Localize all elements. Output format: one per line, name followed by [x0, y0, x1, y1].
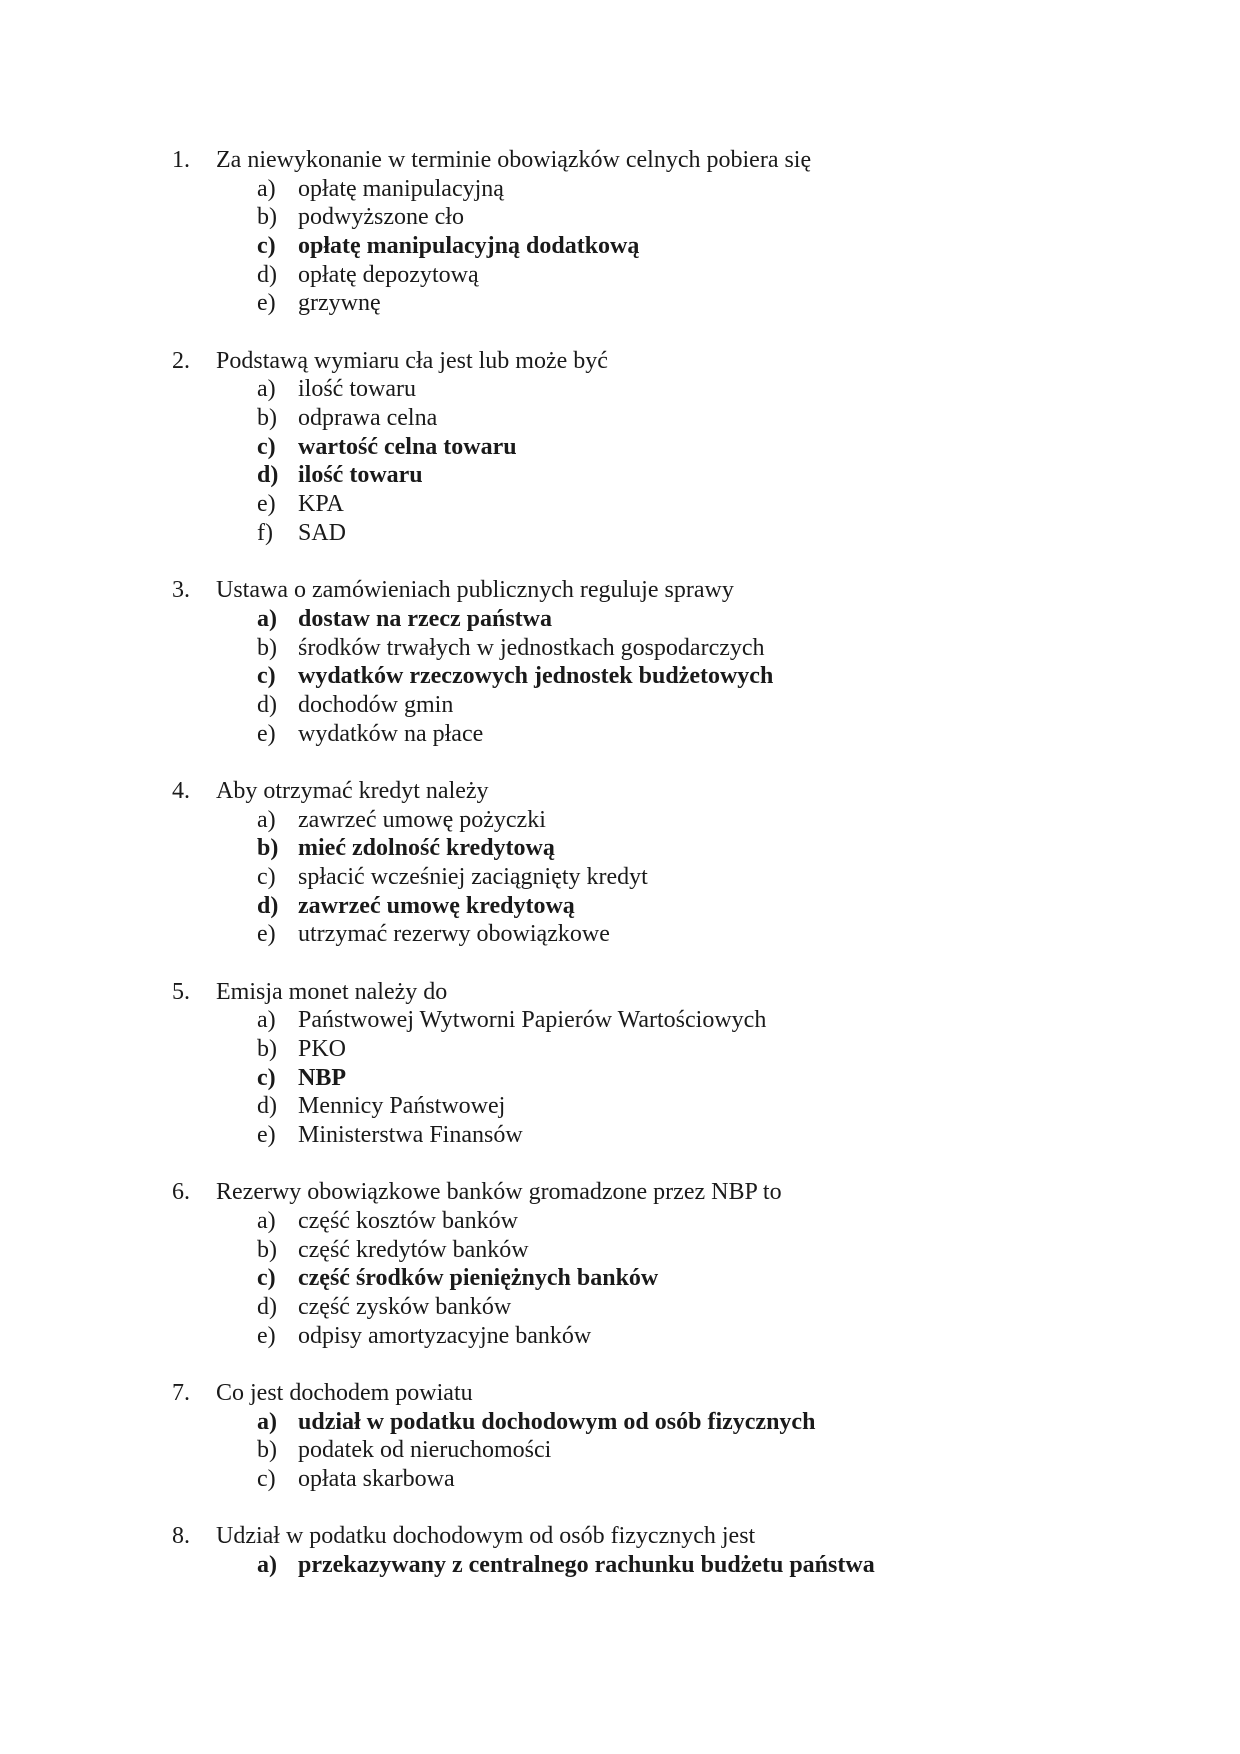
answer-option — [172, 1236, 1172, 1265]
question-6 — [172, 1178, 1172, 1350]
answer-option — [172, 1121, 1172, 1150]
option-text: ilość towaru — [298, 462, 423, 489]
option-letter: b) — [257, 835, 279, 862]
option-text: przekazywany z centralnego rachunku budżetu państwa — [298, 1552, 875, 1579]
question-list — [172, 146, 1172, 1608]
option-letter: b) — [257, 1437, 277, 1464]
option-letter: b) — [257, 1236, 277, 1263]
option-letter: a) — [257, 1552, 277, 1579]
answer-option — [172, 1293, 1172, 1322]
option-letter: e) — [257, 921, 276, 948]
option-text: SAD — [298, 519, 347, 546]
question-heading — [172, 576, 1172, 605]
option-text: PKO — [298, 1035, 347, 1062]
question-text: Ustawa o zamówieniach publicznych reguluje sprawy — [216, 577, 734, 604]
question-number: 4. — [172, 777, 190, 804]
option-letter: e) — [257, 1122, 276, 1148]
option-letter: d) — [257, 1093, 277, 1120]
answer-option-correct — [172, 232, 1172, 261]
option-text: zawrzeć umowę pożyczki — [298, 806, 546, 833]
option-text: dostaw na rzecz państwa — [298, 605, 552, 632]
option-letter: a) — [257, 1408, 277, 1435]
option-letter: d) — [257, 1294, 277, 1321]
option-text: część środków pieniężnych banków — [298, 1265, 659, 1292]
option-letter: a) — [257, 806, 276, 833]
option-letter: e) — [257, 290, 276, 317]
option-text: podwyższone cło — [298, 204, 464, 231]
option-text: opłatę manipulacyjną — [298, 175, 504, 202]
option-text: dochodów gmin — [298, 691, 454, 718]
question-heading — [172, 978, 1172, 1007]
answer-option — [172, 203, 1172, 232]
option-text: Mennicy Państwowej — [298, 1093, 506, 1120]
option-letter: b) — [257, 204, 277, 231]
question-number: 3. — [172, 577, 190, 604]
question-heading — [172, 1178, 1172, 1207]
answer-option — [172, 404, 1172, 433]
answer-options — [172, 1207, 1172, 1350]
question-text: Emisja monet należy do — [216, 978, 448, 1005]
option-text: opłatę manipulacyjną dodatkową — [298, 233, 640, 260]
option-text: NBP — [298, 1064, 346, 1091]
option-letter: c) — [257, 863, 276, 890]
question-number: 2. — [172, 347, 190, 374]
option-text: Ministerstwa Finansów — [298, 1122, 523, 1148]
answer-option-correct — [172, 1551, 1172, 1580]
answer-option — [172, 175, 1172, 204]
option-text: odprawa celna — [298, 405, 438, 432]
option-letter: d) — [257, 892, 279, 919]
option-letter: e) — [257, 491, 276, 518]
question-number: 5. — [172, 978, 190, 1005]
question-2 — [172, 347, 1172, 548]
option-text: KPA — [298, 491, 344, 518]
option-text: wartość celna towaru — [298, 433, 517, 460]
option-letter: b) — [257, 405, 277, 432]
question-heading — [172, 146, 1172, 175]
question-heading — [172, 1379, 1172, 1408]
question-number: 8. — [172, 1523, 190, 1550]
option-text: część zysków banków — [298, 1294, 512, 1321]
answer-option — [172, 1322, 1172, 1351]
question-text: Aby otrzymać kredyt należy — [216, 777, 489, 804]
question-text: Co jest dochodem powiatu — [216, 1380, 473, 1406]
option-letter: b) — [257, 634, 277, 661]
answer-options — [172, 375, 1172, 547]
answer-option — [172, 261, 1172, 290]
answer-option — [172, 1207, 1172, 1236]
option-letter: c) — [257, 433, 276, 460]
answer-option-correct — [172, 1408, 1172, 1437]
option-text: odpisy amortyzacyjne banków — [298, 1322, 592, 1349]
question-1 — [172, 146, 1172, 318]
question-5 — [172, 978, 1172, 1150]
answer-option-correct — [172, 605, 1172, 634]
answer-option-correct — [172, 892, 1172, 921]
question-heading — [172, 347, 1172, 376]
question-4 — [172, 777, 1172, 949]
answer-options — [172, 1408, 1172, 1494]
answer-option-correct — [172, 1264, 1172, 1293]
option-letter: d) — [257, 462, 279, 489]
question-3 — [172, 576, 1172, 748]
option-letter: e) — [257, 1322, 276, 1349]
answer-option-correct — [172, 834, 1172, 863]
option-letter: a) — [257, 1207, 276, 1234]
option-text: opłata skarbowa — [298, 1466, 455, 1493]
question-number: 7. — [172, 1380, 190, 1406]
option-letter: d) — [257, 261, 277, 288]
answer-option — [172, 519, 1172, 548]
answer-option — [172, 289, 1172, 318]
option-text: mieć zdolność kredytową — [298, 835, 555, 862]
option-text: Państwowej Wytworni Papierów Wartościowych — [298, 1007, 767, 1034]
option-text: utrzymać rezerwy obowiązkowe — [298, 921, 610, 948]
question-text: Udział w podatku dochodowym od osób fizycznych jest — [216, 1523, 756, 1550]
answer-options — [172, 175, 1172, 318]
answer-option-correct — [172, 433, 1172, 462]
answer-option — [172, 634, 1172, 663]
option-text: udział w podatku dochodowym od osób fizycznych — [298, 1408, 816, 1435]
option-text: grzywnę — [298, 290, 381, 317]
question-heading — [172, 1522, 1172, 1551]
answer-option-correct — [172, 1064, 1172, 1093]
answer-option — [172, 720, 1172, 749]
option-text: ilość towaru — [298, 376, 416, 403]
option-text: wydatków na płace — [298, 720, 484, 747]
option-letter: c) — [257, 1265, 276, 1292]
answer-option — [172, 1465, 1172, 1494]
answer-option — [172, 1092, 1172, 1121]
answer-option — [172, 375, 1172, 404]
option-text: spłacić wcześniej zaciągnięty kredyt — [298, 863, 648, 890]
option-text: część kosztów banków — [298, 1207, 518, 1234]
option-text: środków trwałych w jednostkach gospodarczych — [298, 634, 765, 661]
answer-options — [172, 1006, 1172, 1149]
option-text: zawrzeć umowę kredytową — [298, 892, 575, 919]
question-8 — [172, 1522, 1172, 1579]
option-text: wydatków rzeczowych jednostek budżetowych — [298, 663, 774, 690]
question-heading — [172, 777, 1172, 806]
answer-option-correct — [172, 662, 1172, 691]
answer-option — [172, 863, 1172, 892]
option-letter: a) — [257, 1007, 276, 1034]
question-text: Rezerwy obowiązkowe banków gromadzone przez NBP to — [216, 1179, 782, 1206]
answer-option — [172, 920, 1172, 949]
answer-option — [172, 806, 1172, 835]
option-text: podatek od nieruchomości — [298, 1437, 552, 1464]
option-letter: c) — [257, 233, 276, 260]
answer-option — [172, 691, 1172, 720]
question-text: Za niewykonanie w terminie obowiązków celnych pobiera się — [216, 147, 812, 173]
option-letter: c) — [257, 663, 276, 690]
answer-options — [172, 1551, 1172, 1580]
option-text: opłatę depozytową — [298, 261, 479, 288]
option-letter: c) — [257, 1466, 276, 1493]
option-letter: a) — [257, 605, 277, 632]
answer-options — [172, 806, 1172, 949]
question-7 — [172, 1379, 1172, 1494]
option-letter: a) — [257, 175, 276, 202]
option-letter: d) — [257, 691, 277, 718]
question-number: 6. — [172, 1179, 190, 1206]
option-text: część kredytów banków — [298, 1236, 529, 1263]
option-letter: e) — [257, 720, 276, 747]
answer-option-correct — [172, 461, 1172, 490]
option-letter: b) — [257, 1035, 277, 1062]
question-number: 1. — [172, 147, 190, 173]
option-letter: a) — [257, 376, 276, 403]
question-text: Podstawą wymiaru cła jest lub może być — [216, 347, 608, 374]
answer-option — [172, 1035, 1172, 1064]
answer-options — [172, 605, 1172, 748]
answer-option — [172, 1006, 1172, 1035]
option-letter: c) — [257, 1064, 276, 1091]
answer-option — [172, 1436, 1172, 1465]
option-letter: f) — [257, 519, 273, 546]
answer-option — [172, 490, 1172, 519]
